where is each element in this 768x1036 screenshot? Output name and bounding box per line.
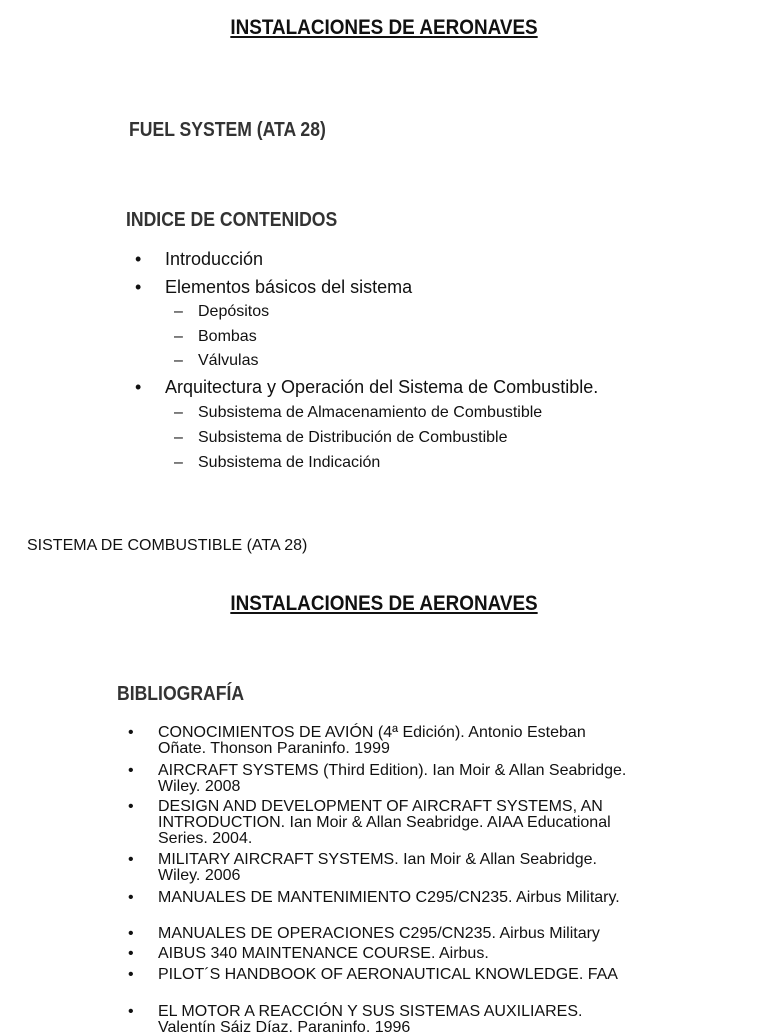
bullet: • [128, 1003, 134, 1020]
sub-list-item-label: Bombas [198, 328, 257, 345]
bibliography-entry-text: MILITARY AIRCRAFT SYSTEMS. Ian Moir & Allan Seabridge. Wiley. 2006 [158, 851, 597, 884]
sub-list-item-label: Depósitos [198, 303, 270, 320]
dash: – [174, 328, 183, 345]
bibliography-entry [128, 1004, 628, 1036]
bibliography-entry-text: CONOCIMIENTOS DE AVIÓN (4ª Edición). Antonio Esteban Oñate. Thonson Paraninfo. 1999 [158, 724, 586, 757]
bibliography-entry [128, 799, 628, 847]
bibliography-entry-text: MANUALES DE OPERACIONES C295/CN235. Airbus Military [158, 925, 600, 942]
bullet: • [128, 851, 134, 868]
sub-list-item-label: Subsistema de Almacenamiento de Combustible [198, 404, 543, 421]
bullet: • [128, 762, 134, 779]
bibliography-entry-text: AIBUS 340 MAINTENANCE COURSE. Airbus. [158, 945, 489, 962]
page-title: INSTALACIONES DE AERONAVES [230, 16, 538, 39]
bullet: • [128, 945, 134, 962]
bibliography-entry [128, 967, 628, 983]
bibliography-entry [128, 890, 628, 906]
index-heading: INDICE DE CONTENIDOS [126, 209, 338, 231]
bibliography-entry-text: PILOT´S HANDBOOK OF AERONAUTICAL KNOWLEDGE. FAA [158, 966, 618, 983]
list-item-label: Arquitectura y Operación del Sistema de Combustible. [165, 377, 599, 397]
dash: – [174, 404, 183, 421]
bibliography-entry-text: EL MOTOR A REACCIÓN Y SUS SISTEMAS AUXILIARES. Valentín Sáiz Díaz. Paraninfo. 1996 [158, 1003, 583, 1036]
page-title: INSTALACIONES DE AERONAVES [230, 592, 538, 615]
bullet: • [135, 249, 142, 269]
sub-list-item-label: Subsistema de Distribución de Combustible [198, 429, 508, 446]
dash: – [174, 454, 183, 471]
bibliography-entry-text: DESIGN AND DEVELOPMENT OF AIRCRAFT SYSTEMS, AN INTRODUCTION. Ian Moir & Allan Seabridge. AIAA Educational Series. 2004. [158, 798, 611, 847]
page-footer: SISTEMA DE COMBUSTIBLE (ATA 28) [27, 537, 308, 554]
bibliography-heading: BIBLIOGRAFÍA [117, 683, 245, 705]
bibliography-entry [128, 763, 628, 795]
sub-list-item-label: Válvulas [198, 352, 259, 369]
bullet: • [135, 277, 142, 297]
bibliography-entry [128, 852, 628, 884]
bullet: • [128, 798, 134, 815]
bullet: • [135, 377, 142, 397]
section-subtitle: FUEL SYSTEM (ATA 28) [129, 119, 326, 141]
dash: – [174, 429, 183, 446]
dash: – [174, 303, 183, 320]
bullet: • [128, 966, 134, 983]
bibliography-entry-text: MANUALES DE MANTENIMIENTO C295/CN235. Airbus Military. [158, 889, 620, 906]
dash: – [174, 352, 183, 369]
bibliography-entry-text: AIRCRAFT SYSTEMS (Third Edition). Ian Moir & Allan Seabridge. Wiley. 2008 [158, 762, 627, 795]
bullet: • [128, 724, 134, 741]
list-item-label: Introducción [165, 249, 264, 269]
bibliography-entry [128, 946, 628, 962]
bullet: • [128, 925, 134, 942]
bullet: • [128, 889, 134, 906]
list-item-label: Elementos básicos del sistema [165, 277, 413, 297]
bibliography-entry [128, 926, 628, 942]
bibliography-entry [128, 725, 628, 757]
sub-list-item-label: Subsistema de Indicación [198, 454, 381, 471]
